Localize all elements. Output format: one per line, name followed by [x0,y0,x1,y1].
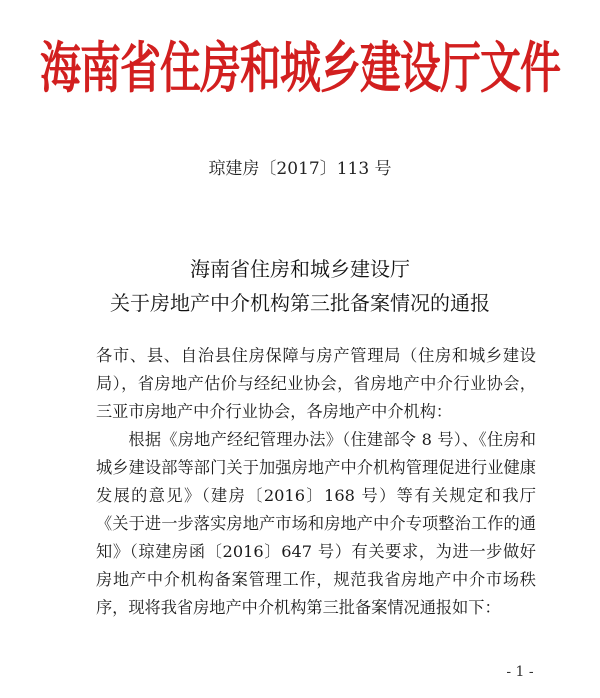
body-paragraph: 根据《房地产经纪管理办法》（住建部令 8 号）、《住房和城乡建设部等部门关于加强房地产中介机构管理促进行业健康发展的意见》（建房〔2016〕168 号）等有关规定和我厅《关于进一步落实房地产市场和房地产中介专项整治工作的通知》（琼建房函〔2016〕647 号）有关要求，为进一步做好房地产中介机构备案管理工作，规范我省房地产中介市场秩序，现将我省房地产中介机构第三批备案情况通报如下： [96,430,536,617]
document-title: 关于房地产中介机构第三批备案情况的通报 [110,291,490,315]
page-number: - 1 - [506,664,534,680]
salutation-paragraph: 各市、县、自治县住房保障与房产管理局（住房和城乡建设局），省房地产估价与经纪业协会，省房地产中介行业协会，三亚市房地产中介行业协会，各房地产中介机构： [96,346,536,421]
document-number: 琼建房〔2017〕113 号 [208,159,392,179]
document-header-title: 海南省住房和城乡建设厅文件 [40,35,560,101]
issuer-name: 海南省住房和城乡建设厅 [190,257,410,281]
document-body [96,342,536,622]
